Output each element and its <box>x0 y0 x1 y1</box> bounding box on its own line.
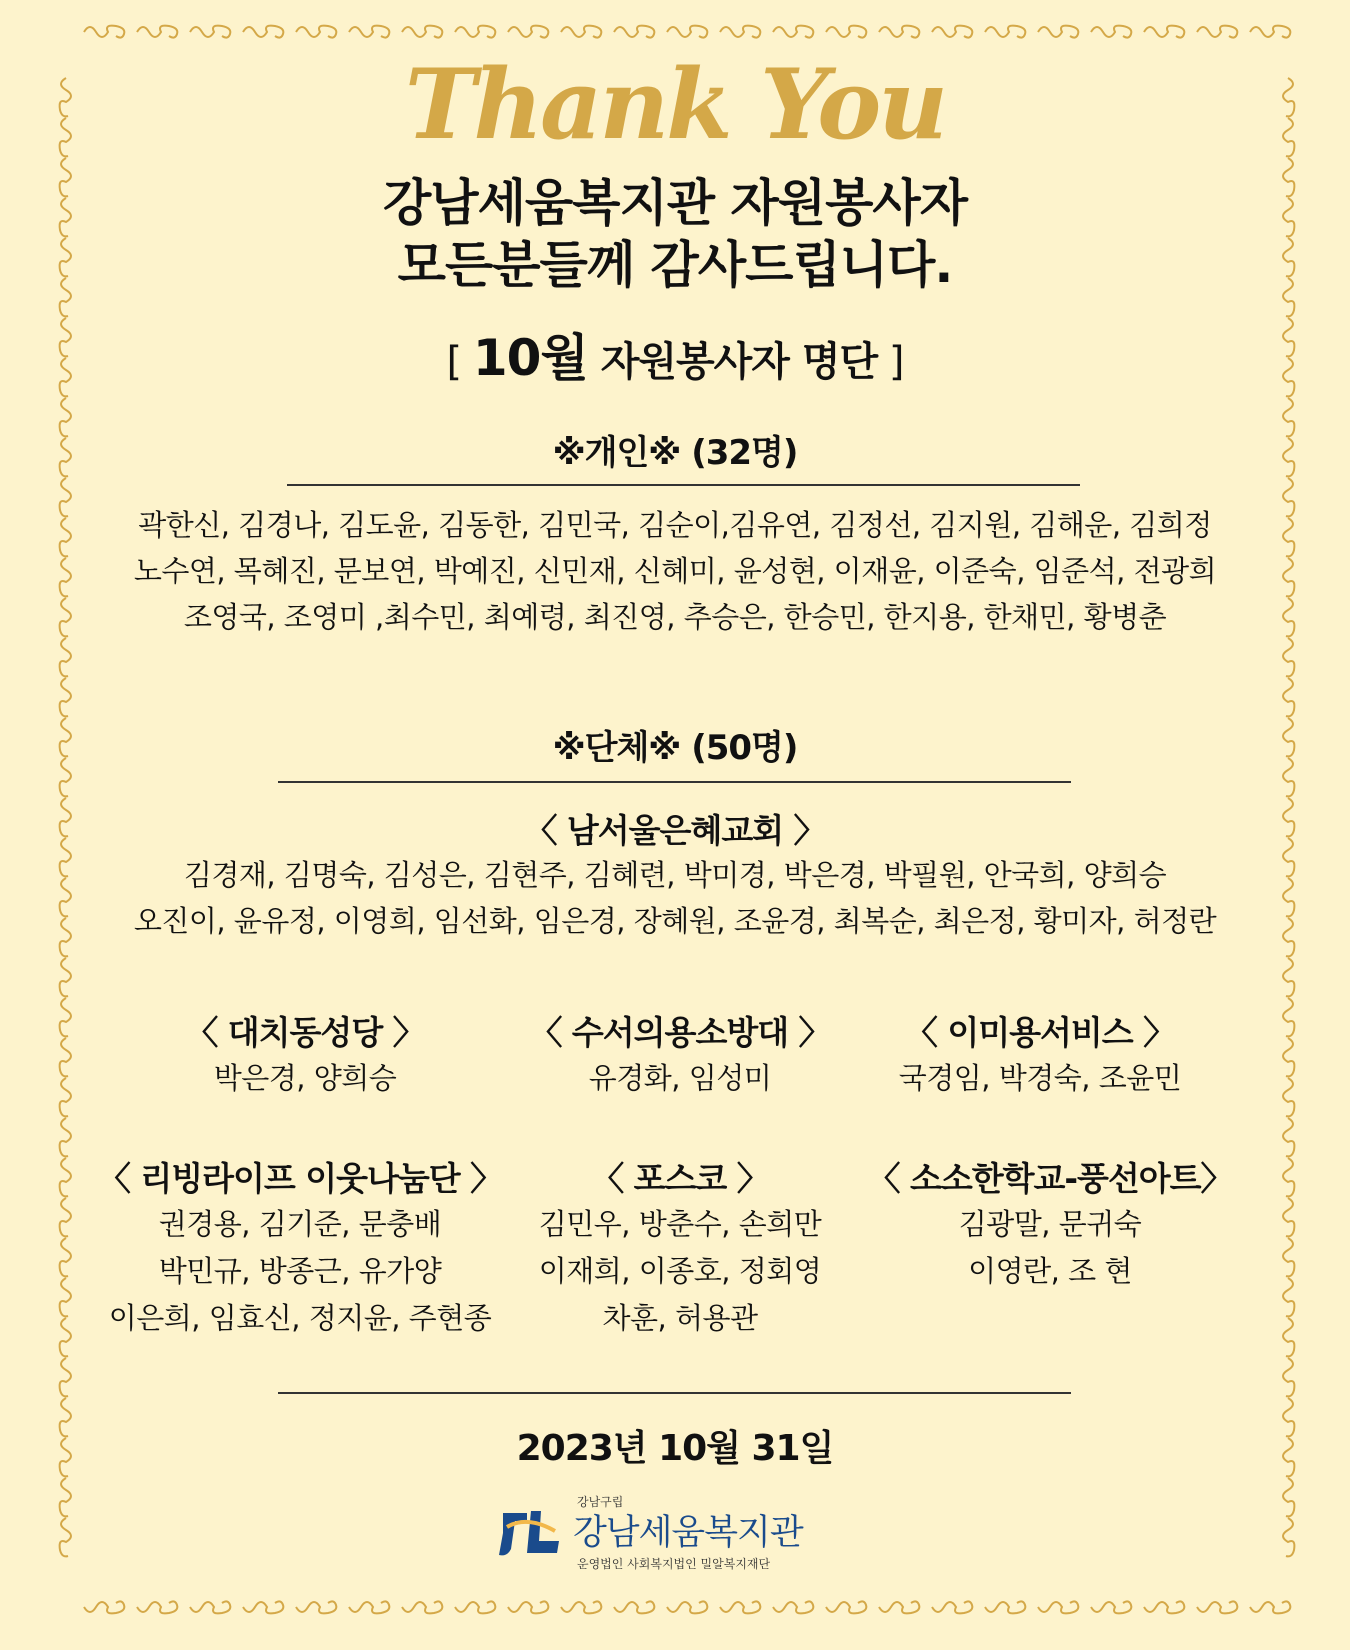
group-names-suseo <box>480 1055 880 1102</box>
group-names-line: 권경용, 김기준, 문충배 <box>158 1207 442 1241</box>
border-swirl-top <box>879 26 919 38</box>
border-swirl-right <box>1283 1278 1294 1316</box>
border-swirl-top <box>720 26 760 38</box>
border-swirl-left <box>60 1518 71 1556</box>
border-swirl-left <box>60 1278 71 1316</box>
border-swirl-left <box>60 638 71 676</box>
border-swirl-right <box>1283 1478 1294 1516</box>
bracket-close: ] <box>877 339 904 385</box>
border-swirl-right <box>1283 1158 1294 1196</box>
border-swirl-bottom <box>296 1601 336 1613</box>
border-swirl-bottom <box>932 1601 972 1613</box>
group-names-line: 차훈, 허용관 <box>602 1301 758 1335</box>
border-swirl-left <box>60 1118 71 1156</box>
border-swirl-right <box>1283 1038 1294 1076</box>
individual-names <box>0 502 1350 640</box>
group-names-posco <box>480 1201 880 1342</box>
headline-line-2: 모든분들께 감사드립니다. <box>397 236 953 294</box>
border-swirl-top <box>1144 26 1184 38</box>
border-swirl-top <box>190 26 230 38</box>
border-swirl-top <box>508 26 548 38</box>
border-swirl-left <box>60 1358 71 1396</box>
group-title-posco: 〈 포스코 〉 <box>591 1159 769 1198</box>
group-names-balloon <box>840 1201 1260 1295</box>
border-swirl-top <box>1197 26 1237 38</box>
border-swirl-bottom <box>455 1601 495 1613</box>
organization-logo <box>497 1493 857 1573</box>
group-names-line: 이은희, 임효신, 정지윤, 주현종 <box>108 1301 492 1335</box>
border-swirl-left <box>60 958 71 996</box>
border-swirl-left <box>60 1038 71 1076</box>
border-swirl-bottom <box>137 1601 177 1613</box>
border-swirl-top <box>826 26 866 38</box>
border-swirl-right <box>1283 1318 1294 1356</box>
border-swirl-top <box>1038 26 1078 38</box>
border-swirl-bottom <box>402 1601 442 1613</box>
individual-names-line: 곽한신, 김경나, 김도윤, 김동한, 김민국, 김순이,김유연, 김정선, 김지원, 김해운, 김희정 <box>138 508 1212 542</box>
group-names-line: 김경재, 김명숙, 김성은, 김현주, 김혜련, 박미경, 박은경, 박필원, 안국희, 양희승 <box>183 858 1167 892</box>
group-names-line: 박은경, 양희승 <box>213 1061 397 1095</box>
border-swirl-bottom <box>826 1601 866 1613</box>
border-swirl-right <box>1283 1198 1294 1236</box>
group-names-livinglife <box>80 1201 520 1342</box>
border-swirl-top <box>455 26 495 38</box>
border-swirl-bottom <box>614 1601 654 1613</box>
border-swirl-left <box>60 1318 71 1356</box>
border-swirl-right <box>1283 1518 1294 1556</box>
logo-name-text: 강남세움복지관 <box>573 1513 803 1553</box>
border-swirl-bottom <box>1091 1601 1131 1613</box>
border-swirl-bottom <box>84 1601 124 1613</box>
group-section-title: ※단체※ (50명) <box>552 728 798 768</box>
border-swirl-bottom <box>1250 1601 1290 1613</box>
headline-line-1: 강남세움복지관 자원봉사자 <box>382 174 967 232</box>
group-title-livinglife: 〈 리빙라이프 이웃나눔단 〉 <box>97 1159 503 1198</box>
bracket-open: [ <box>446 339 473 385</box>
group-names-line: 이재희, 이종호, 정회영 <box>538 1254 822 1288</box>
border-swirl-left <box>60 998 71 1036</box>
border-swirl-right <box>1283 1118 1294 1156</box>
individual-divider <box>287 484 1080 486</box>
group-names-beauty <box>840 1055 1240 1102</box>
group-names-line: 김광말, 문귀숙 <box>958 1207 1142 1241</box>
border-swirl-right <box>1283 638 1294 676</box>
date-text: 2023년 10월 31일 <box>516 1428 834 1469</box>
border-swirl-bottom <box>190 1601 230 1613</box>
border-swirl-right <box>1283 678 1294 716</box>
border-swirl-top <box>667 26 707 38</box>
border-swirl-top <box>137 26 177 38</box>
thank-you-title: Thank You <box>404 48 946 161</box>
group-names-line: 이영란, 조 현 <box>968 1254 1132 1288</box>
roster-month: 10월 <box>472 329 588 387</box>
border-swirl-top <box>402 26 442 38</box>
group-title-suseo: 〈 수서의용소방대 〉 <box>529 1013 831 1052</box>
group-names-line: 오진이, 윤유정, 이영희, 임선화, 임은경, 장혜원, 조윤경, 최복순, 최은정, 황미자, 허정란 <box>133 904 1217 938</box>
individual-section-title: ※개인※ (32명) <box>552 433 798 473</box>
border-swirl-bottom <box>349 1601 389 1613</box>
border-swirl-top <box>1091 26 1131 38</box>
border-swirl-top <box>932 26 972 38</box>
border-swirl-left <box>60 1158 71 1196</box>
border-swirl-bottom <box>508 1601 548 1613</box>
border-swirl-left <box>60 1478 71 1516</box>
group-title-daechi: 〈 대치동성당 〉 <box>185 1013 425 1052</box>
group-names-line: 김민우, 방춘수, 손희만 <box>538 1207 822 1241</box>
border-swirl-bottom <box>720 1601 760 1613</box>
border-swirl-top <box>296 26 336 38</box>
border-swirl-top <box>243 26 283 38</box>
group-names-namseoul <box>0 852 1350 944</box>
roster-label: 자원봉사자 명단 <box>600 339 878 385</box>
group-title-beauty: 〈 이미용서비스 〉 <box>904 1013 1176 1052</box>
border-swirl-top <box>773 26 813 38</box>
border-swirl-bottom <box>985 1601 1025 1613</box>
border-swirl-right <box>1283 958 1294 996</box>
individual-names-line: 노수연, 목혜진, 문보연, 박예진, 신민재, 신혜미, 윤성현, 이재윤, 이준숙, 임준석, 전광희 <box>133 554 1217 588</box>
border-swirl-right <box>1283 1358 1294 1396</box>
border-swirl-bottom <box>879 1601 919 1613</box>
logo-sub-text: 운영법인 사회복지법인 밀알복지재단 <box>577 1557 771 1571</box>
border-swirl-right <box>1283 998 1294 1036</box>
group-title-namseoul: 〈 남서울은혜교회 〉 <box>524 811 826 850</box>
group-divider <box>278 781 1071 783</box>
border-swirl-top <box>349 26 389 38</box>
border-swirl-left <box>60 1238 71 1276</box>
border-swirl-bottom <box>1144 1601 1184 1613</box>
group-title-balloon: 〈 소소한학교-풍선아트〉 <box>867 1159 1233 1198</box>
border-swirl-bottom <box>1197 1601 1237 1613</box>
border-swirl-bottom <box>243 1601 283 1613</box>
border-swirl-left <box>60 1078 71 1116</box>
group-names-daechi <box>110 1055 500 1102</box>
logo-mark-icon <box>497 1505 563 1561</box>
border-swirl-bottom <box>773 1601 813 1613</box>
border-swirl-left <box>60 678 71 716</box>
group-names-line: 국경임, 박경숙, 조윤민 <box>898 1061 1182 1095</box>
border-swirl-top <box>1250 26 1290 38</box>
footer-divider <box>278 1392 1071 1394</box>
individual-names-line: 조영국, 조영미 ,최수민, 최예령, 최진영, 추승은, 한승민, 한지용, 한채민, 황병춘 <box>183 600 1167 634</box>
border-swirl-top <box>985 26 1025 38</box>
border-swirl-right <box>1283 1238 1294 1276</box>
roster-title <box>0 318 1350 390</box>
border-swirl-right <box>1283 1078 1294 1116</box>
border-swirl-left <box>60 1198 71 1236</box>
border-swirl-top <box>84 26 124 38</box>
border-swirl-bottom <box>667 1601 707 1613</box>
logo-top-text: 강남구립 <box>577 1495 624 1509</box>
group-names-line: 박민규, 방종근, 유가양 <box>158 1254 442 1288</box>
border-swirl-top <box>561 26 601 38</box>
group-names-line: 유경화, 임성미 <box>588 1061 772 1095</box>
border-swirl-top <box>614 26 654 38</box>
border-swirl-bottom <box>561 1601 601 1613</box>
border-swirl-bottom <box>1038 1601 1078 1613</box>
